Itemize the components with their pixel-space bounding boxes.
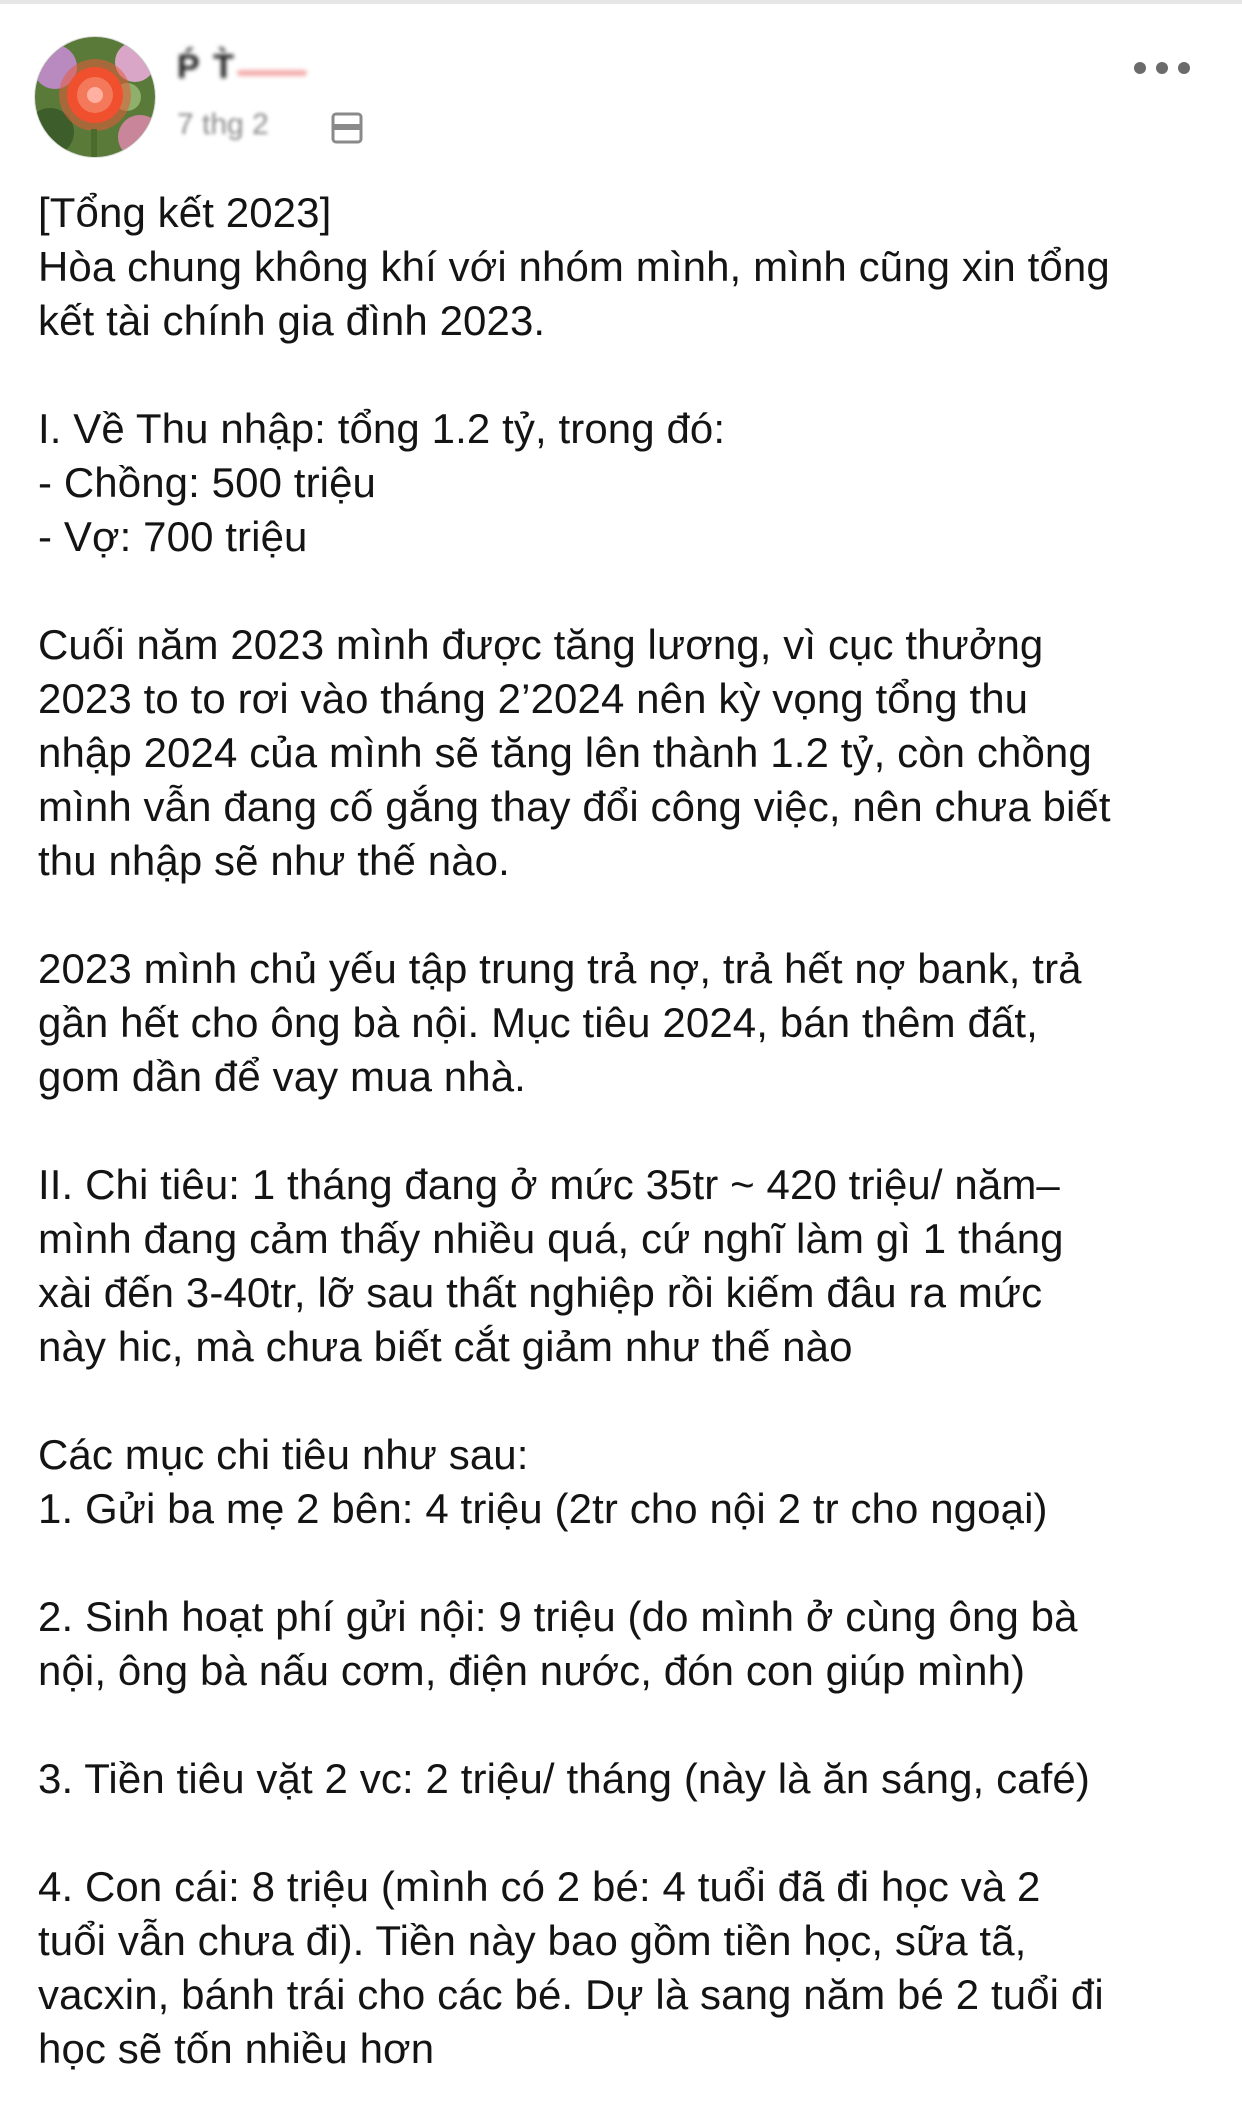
paragraph-gap: [38, 348, 1218, 402]
avatar-flower-icon: [35, 37, 156, 158]
paragraph-gap: [38, 1104, 1218, 1158]
post-timestamp[interactable]: 7 thg 2: [177, 108, 269, 141]
paragraph-gap: [38, 888, 1218, 942]
spending-item-4: 4. Con cái: 8 triệu (mình có 2 bé: 4 tuổi đã đi học và 2 tuổi vẫn chưa đi). Tiền này bao gồm tiền học, sữa tã, vacxin, bánh trái cho các bé. Dự là sang năm bé 2 tuổi đi học sẽ tốn nhiều hơn: [38, 1863, 1104, 2072]
post-title: [Tổng kết 2023]: [38, 189, 332, 236]
author-avatar[interactable]: [34, 36, 156, 158]
spending-list-intro: Các mục chi tiêu như sau:: [38, 1431, 529, 1478]
paragraph-gap: [38, 1536, 1218, 1590]
debt-note: 2023 mình chủ yếu tập trung trả nợ, trả hết nợ bank, trả gần hết cho ông bà nội. Mục tiêu 2024, bán thêm đất, gom dần để vay mua nhà.: [38, 945, 1082, 1100]
spending-item-3: 3. Tiền tiêu vặt 2 vc: 2 triệu/ tháng (này là ăn sáng, café): [38, 1755, 1090, 1802]
spending-item-2: 2. Sinh hoạt phí gửi nội: 9 triệu (do mình ở cùng ông bà nội, ông bà nấu cơm, điện nước, đón con giúp mình): [38, 1593, 1078, 1694]
top-divider: [0, 0, 1242, 4]
spending-item-1: 1. Gửi ba mẹ 2 bên: 4 triệu (2tr cho nội 2 tr cho ngoại): [38, 1485, 1048, 1532]
income-outlook: Cuối năm 2023 mình được tăng lương, vì cục thưởng 2023 to to rơi vào tháng 2’2024 nên kỳ vọng tổng thu nhập 2024 của mình sẽ tăng lên thành 1.2 tỷ, còn chồng mình vẫn đang cố gắng thay đổi công việc, nên chưa biết thu nhập sẽ như thế nào.: [38, 621, 1111, 884]
name-redaction-mark: [237, 70, 307, 76]
income-husband: - Chồng: 500 triệu: [38, 459, 377, 506]
author-name-text: Ṕ T̀: [177, 48, 236, 86]
income-heading: I. Về Thu nhập: tổng 1.2 tỷ, trong đó:: [38, 405, 726, 452]
more-options-button[interactable]: [1134, 54, 1190, 82]
author-name[interactable]: [177, 48, 236, 87]
spending-heading: II. Chi tiêu: 1 tháng đang ở mức 35tr ~ 420 triệu/ năm– mình đang cảm thấy nhiều quá, cứ nghĩ làm gì 1 tháng xài đến 3-40tr, lỡ sau thất nghiệp rồi kiếm đâu ra mức này hic, mà chưa biết cắt giảm như thế nào: [38, 1161, 1064, 1370]
more-horizontal-icon: [1156, 62, 1168, 74]
paragraph-gap: [38, 1698, 1218, 1752]
more-horizontal-icon: [1134, 62, 1146, 74]
income-wife: - Vợ: 700 triệu: [38, 513, 308, 560]
friends-icon: [330, 110, 364, 146]
post-header: [34, 36, 1208, 166]
paragraph-gap: [38, 1374, 1218, 1428]
post-body: [38, 186, 1218, 2076]
more-horizontal-icon: [1178, 62, 1190, 74]
post-intro: Hòa chung không khí với nhóm mình, mình cũng xin tổng kết tài chính gia đình 2023.: [38, 243, 1110, 344]
paragraph-gap: [38, 564, 1218, 618]
paragraph-gap: [38, 1806, 1218, 1860]
